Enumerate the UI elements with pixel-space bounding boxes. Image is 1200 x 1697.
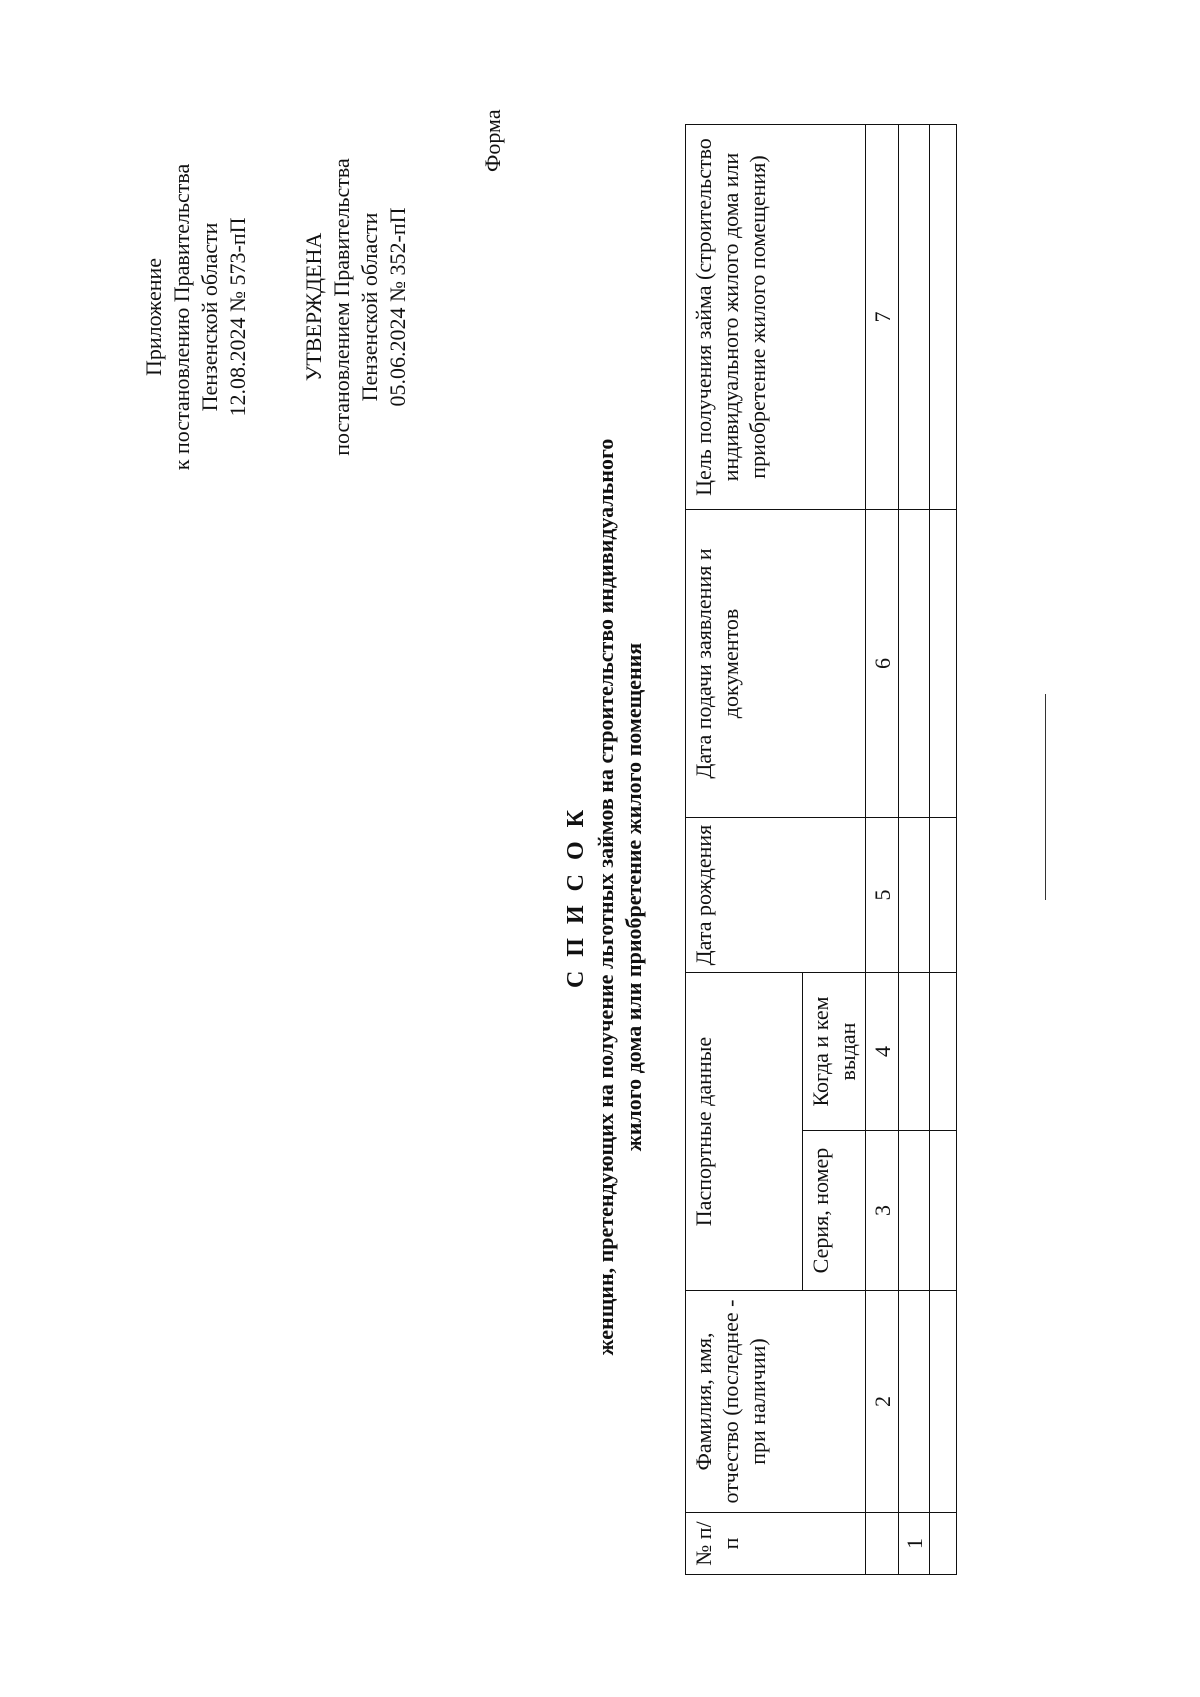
title-subtitle-line: жилого дома или приобретение жилого помещения: [621, 642, 646, 1152]
table-cell: [899, 973, 930, 1131]
document-title: [560, 247, 648, 1547]
table-cell: [930, 125, 957, 510]
table-cell: [899, 510, 930, 818]
appendix-line: 12.08.2024 № 573-пП: [225, 217, 250, 417]
header-cell-submission-date: Дата подачи заявления и документов: [686, 510, 866, 818]
table-cell: [899, 818, 930, 973]
table-cell: [930, 1513, 957, 1575]
appendix-line: к постановлению Правительства: [169, 163, 194, 471]
footer-divider-line: [1045, 694, 1046, 900]
table-cell: [930, 1131, 957, 1291]
column-number-cell: 3: [866, 1131, 899, 1291]
applicants-table: [685, 124, 957, 1575]
approved-line: УТВЕРЖДЕНА: [301, 232, 326, 382]
approved-block: [300, 117, 412, 497]
header-cell-birth-date: Дата рождения: [686, 818, 866, 973]
column-number-cell: 6: [866, 510, 899, 818]
header-cell-full-name: Фамилия, имя, отчество (последнее - при наличии): [686, 1291, 866, 1513]
header-cell-issued: Когда и кем выдан: [803, 973, 866, 1131]
appendix-line: Приложение: [141, 257, 166, 377]
table-cell: [930, 1291, 957, 1513]
column-number-cell: 2: [866, 1291, 899, 1513]
table-row: [899, 125, 930, 1575]
approved-line: постановлением Правительства: [329, 158, 354, 456]
appendix-block: [140, 127, 252, 507]
column-number-cell: 5: [866, 818, 899, 973]
approved-line: 05.06.2024 № 352-пП: [385, 207, 410, 407]
column-number-cell: 4: [866, 973, 899, 1131]
table-cell: [899, 1291, 930, 1513]
approved-line: Пензенской области: [357, 212, 382, 402]
column-number-cell: [866, 1513, 899, 1575]
column-number-row: [866, 125, 899, 1575]
title-main: С П И С О К: [563, 805, 589, 989]
header-row: [686, 125, 803, 1575]
header-cell-loan-purpose: Цель получения займа (строительство индивидуального жилого дома или приобретение жилого помещения): [686, 125, 866, 510]
column-number-cell: 7: [866, 125, 899, 510]
header-cell-passport: Паспортные данные: [686, 973, 803, 1291]
header-cell-series-number: Серия, номер: [803, 1131, 866, 1291]
table-cell: [899, 1131, 930, 1291]
header-cell-number: № п/п: [686, 1513, 866, 1575]
table-cell: [899, 125, 930, 510]
title-subtitle-line: женщин, претендующих на получение льготных займов на строительство индивидуального: [593, 438, 618, 1356]
form-label: Форма: [480, 109, 505, 172]
appendix-line: Пензенской области: [197, 222, 222, 412]
table-row: [930, 125, 957, 1575]
table-cell: [930, 510, 957, 818]
row-number-cell: 1: [899, 1513, 930, 1575]
table-cell: [930, 818, 957, 973]
table-cell: [930, 973, 957, 1131]
